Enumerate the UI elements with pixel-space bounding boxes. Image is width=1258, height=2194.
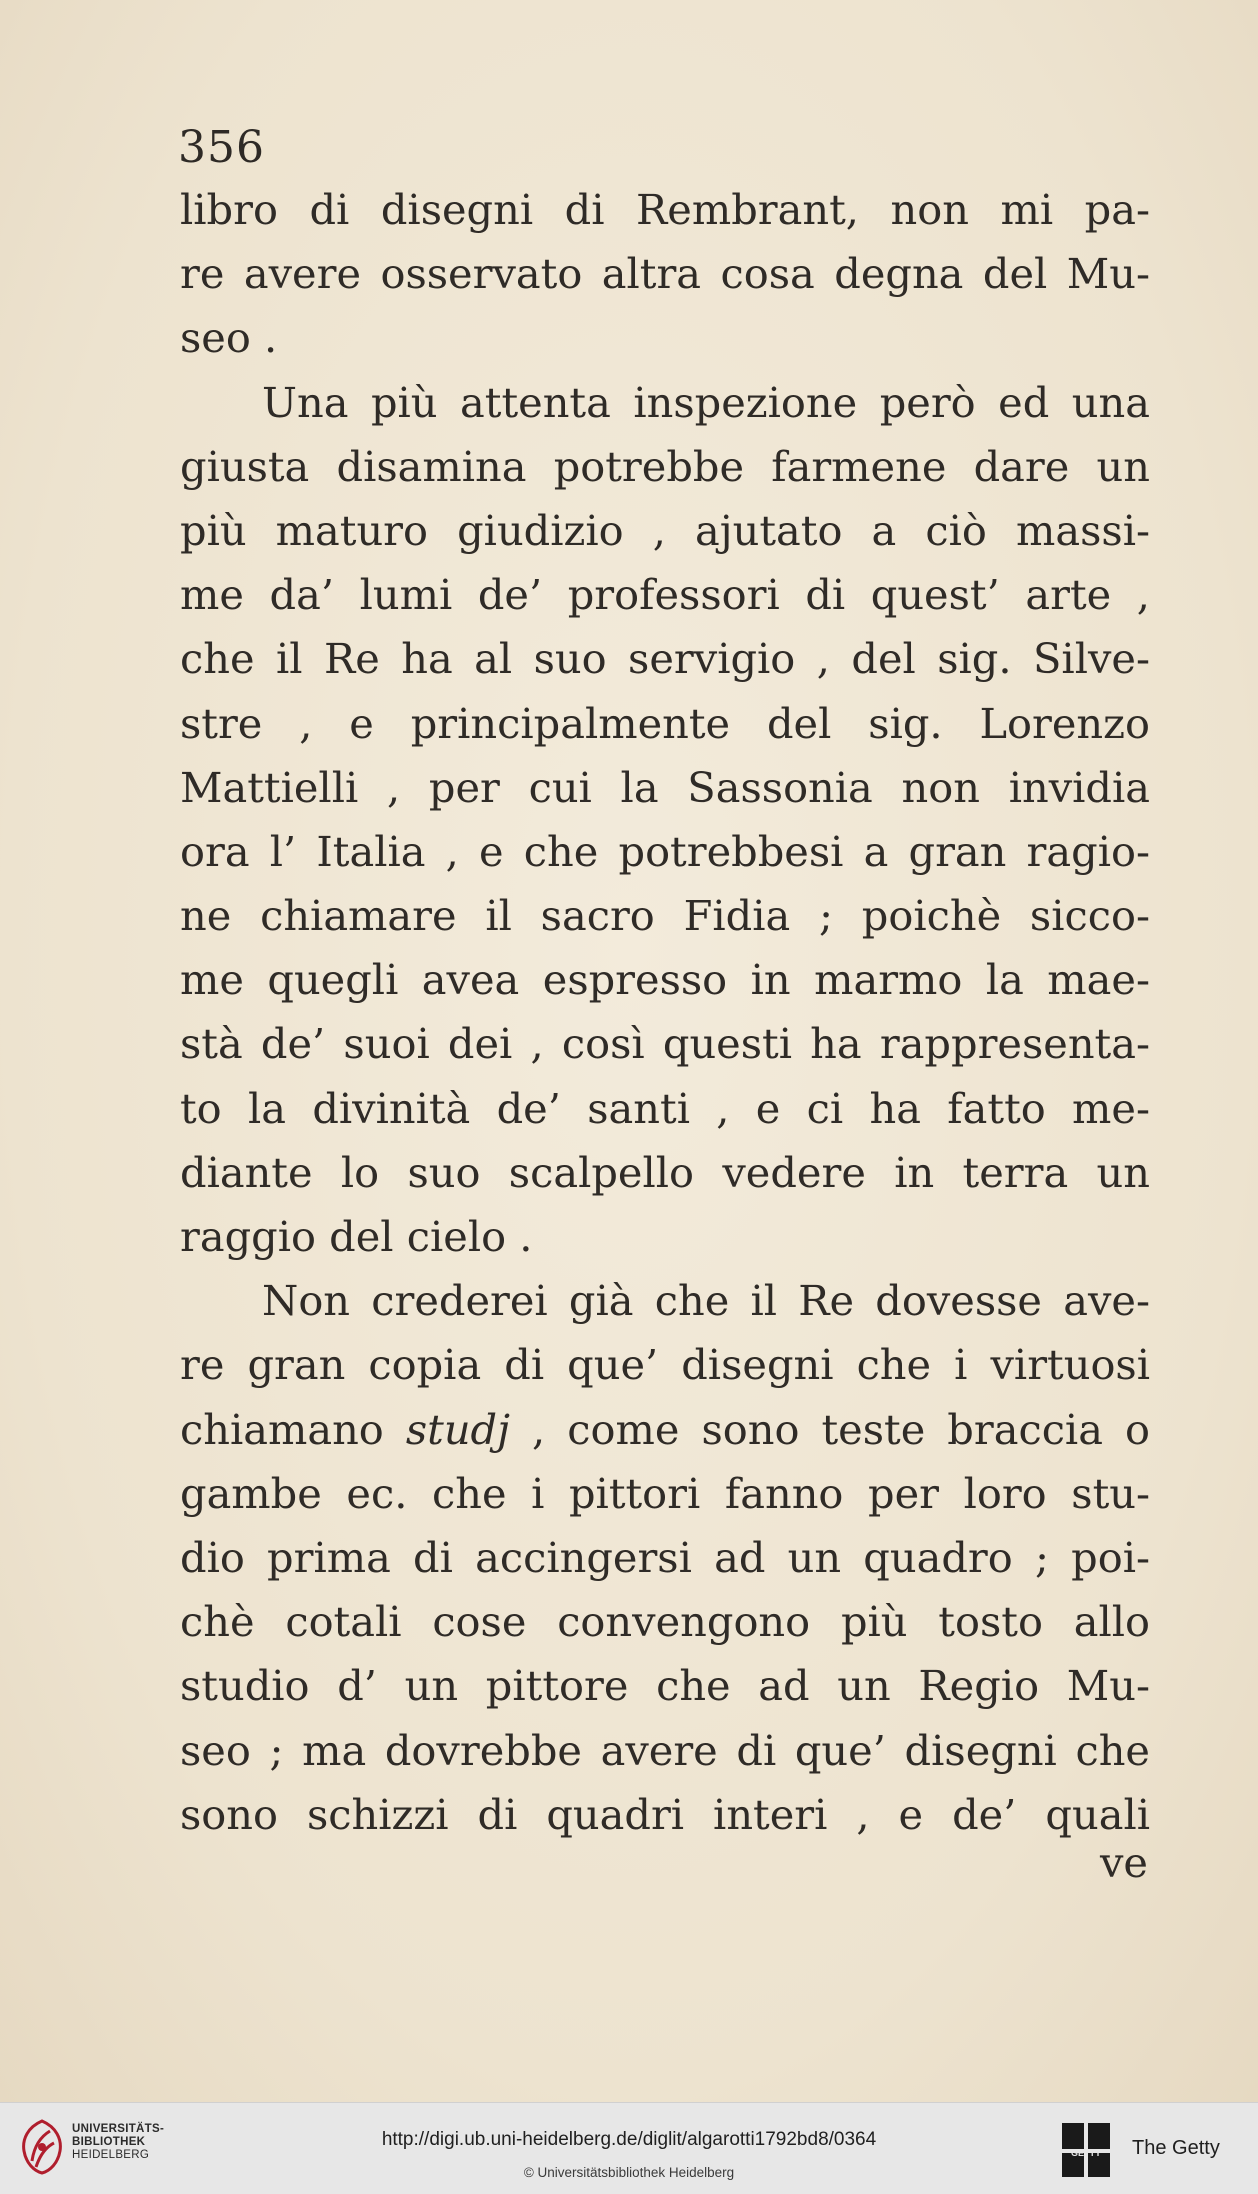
- text-line: Mattielli , per cui la Sassonia non invidia: [180, 762, 1150, 812]
- text-line: ne chiamare il sacro Fidia ; poichè sicco-: [180, 891, 1150, 941]
- text-line: studio d’ un pittore che ad un Regio Mu-: [180, 1661, 1150, 1711]
- text-line: seo .: [180, 313, 278, 363]
- text-line: sono schizzi di quadri interi , e de’ quali: [180, 1789, 1150, 1839]
- text-line: giusta disamina potrebbe farmene dare un: [180, 441, 1150, 491]
- library-name-line: UNIVERSITÄTS-: [72, 2123, 165, 2135]
- text-line: più maturo giudizio , ajutato a ciò massi-: [180, 505, 1150, 555]
- partner-name[interactable]: The Getty: [1132, 2137, 1220, 2159]
- paragraph-start-line: Non crederei già che il Re dovesse ave-: [262, 1276, 1150, 1326]
- getty-logo-text: GETTY: [1070, 2148, 1102, 2158]
- text-line: gambe ec. che i pittori fanno per loro stu-: [180, 1468, 1150, 1518]
- text-line: me da’ lumi de’ professori di quest’ arte ,: [180, 570, 1150, 620]
- text-line: me quegli avea espresso in marmo la mae-: [180, 955, 1150, 1005]
- text-line: libro di disegni di Rembrant, non mi pa-: [180, 185, 1150, 234]
- text-line: dio prima di accingersi ad un quadro ; poi-: [180, 1532, 1150, 1582]
- getty-logo-icon[interactable]: [1058, 2119, 1114, 2181]
- text-span: , come sono teste braccia o: [532, 1404, 1150, 1454]
- text-line: stre , e principalmente del sig. Lorenzo: [180, 698, 1150, 748]
- italic-term: studj: [405, 1404, 510, 1454]
- text-span: chiamano: [180, 1404, 384, 1454]
- viewer-footer: [0, 2102, 1258, 2194]
- catchword: ve: [1099, 1838, 1148, 1887]
- permalink-url[interactable]: http://digi.ub.uni-heidelberg.de/diglit/algarotti1792bd8/0364: [381, 2129, 877, 2150]
- text-line: diante lo suo scalpello vedere in terra un: [180, 1147, 1150, 1197]
- text-line: re gran copia di que’ disegni che i virtuosi: [180, 1340, 1150, 1390]
- text-line: re avere osservato altra cosa degna del Mu-: [180, 249, 1150, 299]
- text-line-with-italic: [180, 1398, 1150, 1462]
- body-text: [180, 178, 1150, 1847]
- paragraph-start-line: Una più attenta inspezione però ed una: [262, 377, 1150, 427]
- text-line: raggio del cielo .: [180, 1212, 533, 1261]
- page-number: 356: [178, 122, 265, 173]
- copyright-notice: © Universitätsbibliothek Heidelberg: [523, 2165, 735, 2180]
- text-line: chè cotali cose convengono più tosto allo: [180, 1597, 1150, 1647]
- library-name-line: BIBLIOTHEK: [72, 2136, 146, 2148]
- text-line: seo ; ma dovrebbe avere di que’ disegni che: [180, 1725, 1150, 1775]
- library-name-line: HEIDELBERG: [72, 2149, 150, 2161]
- text-line: che il Re ha al suo servigio , del sig. Silve-: [180, 634, 1150, 684]
- text-line: to la divinità de’ santi , e ci ha fatto me-: [180, 1083, 1150, 1133]
- text-line: stà de’ suoi dei , così questi ha rappresenta-: [180, 1019, 1150, 1069]
- text-line: ora l’ Italia , e che potrebbesi a gran ragio-: [180, 826, 1150, 876]
